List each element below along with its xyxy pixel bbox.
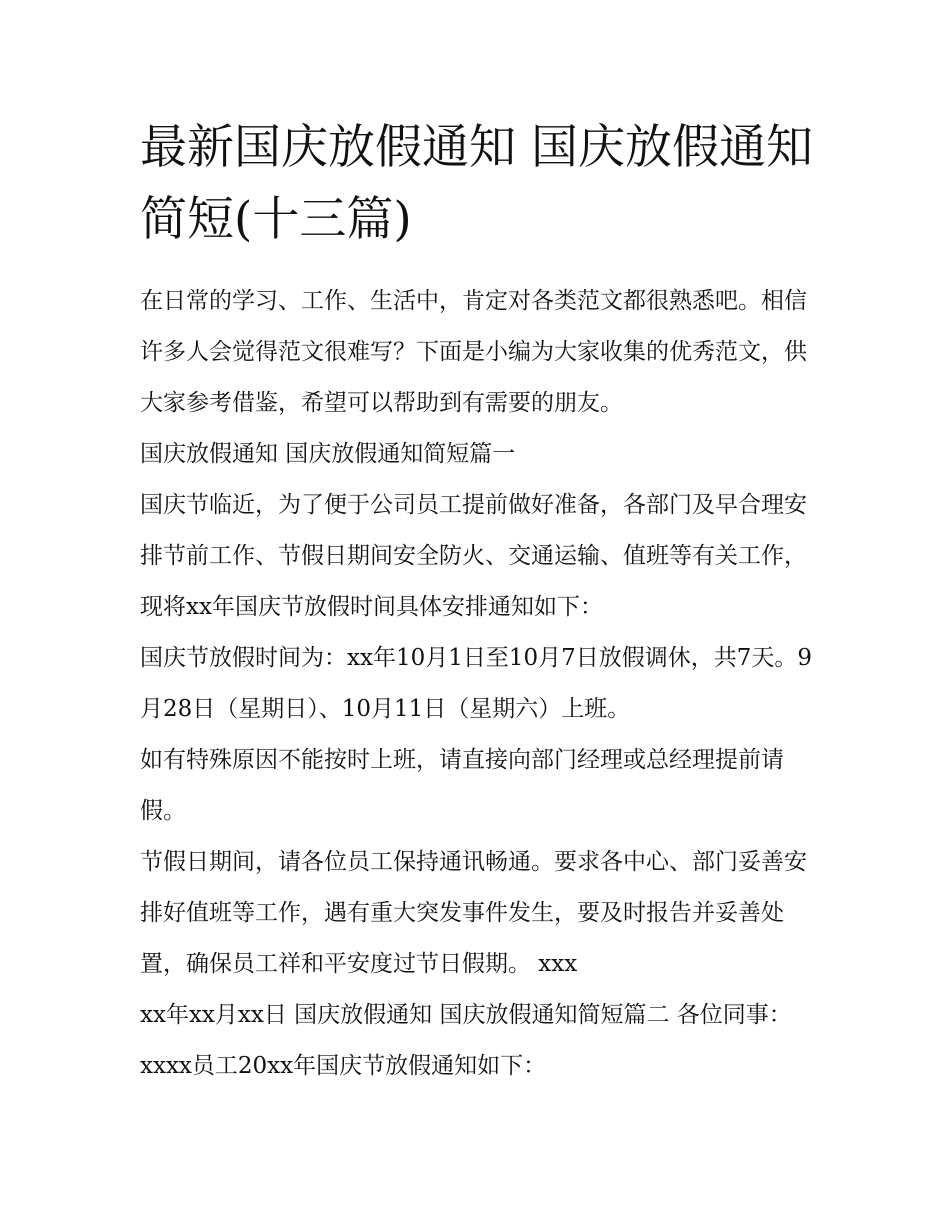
notice-paragraph: 国庆节临近，为了便于公司员工提前做好准备，各部门及早合理安排节前工作、节假日期间安全防火、交通运输、值班等有关工作，现将xx年国庆节放假时间具体安排通知如下： (140, 492, 807, 620)
document-title: 最新国庆放假通知 国庆放假通知简短(十三篇) (140, 120, 813, 247)
intro-paragraph: 在日常的学习、工作、生活中，肯定对各类范文都很熟悉吧。相信许多人会觉得范文很难写？下面是小编为大家收集的优秀范文，供大家参考借鉴，希望可以帮助到有需要的朋友。 (140, 288, 807, 416)
section-heading-2-paragraph: xx年xx月xx日 国庆放假通知 国庆放假通知简短篇二 各位同事： xxxx员工20xx年国庆节放假通知如下： (140, 1002, 792, 1079)
holiday-schedule-paragraph: 国庆节放假时间为：xx年10月1日至10月7日放假调休，共7天。9月28日（星期日）、10月11日（星期六）上班。 (140, 645, 813, 722)
section-heading-1: 国庆放假通知 国庆放假通知简短篇一 (140, 441, 516, 467)
document-body (140, 276, 820, 1092)
duty-paragraph: 节假日期间，请各位员工保持通讯畅通。要求各中心、部门妥善安排好值班等工作，遇有重大突发事件发生，要及时报告并妥善处置，确保员工祥和平安度过节日假期。 xxx (140, 849, 807, 977)
leave-request-paragraph: 如有特殊原因不能按时上班，请直接向部门经理或总经理提前请假。 (140, 747, 784, 824)
